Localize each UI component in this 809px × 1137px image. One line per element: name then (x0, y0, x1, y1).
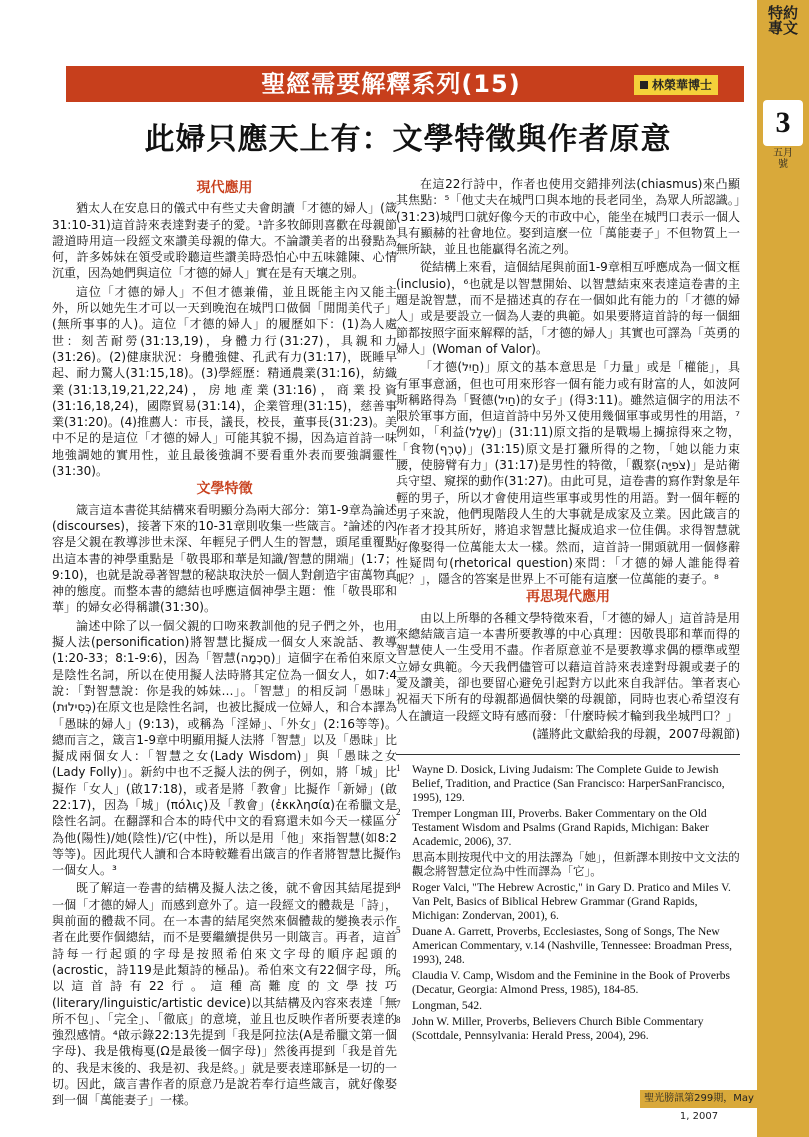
footnote (396, 999, 740, 1013)
footnote-text: Longman, 542. (412, 1000, 482, 1013)
paragraph: 論述中除了以一個父親的口吻來教訓他的兒子們之外，也用擬人法(personification)將智慧比擬成一個女人來說話、教導(1:20-33；8:1-9:6)，因為「智慧(חָכְמָה)」這個字在希伯來原文是陰性名詞，所以在使用擬人法時將其定位為一個女人，如7:4說：「對智慧說：你是我的姊妹…」。「智慧」的相反詞「愚昧」(כְּסִילוּת)在原文也是陰性名詞，也被比擬成一位婦人，和合本譯為「愚昧的婦人」(9:13)，或稱為「淫婦」、「外女」(2:16等等)。總而言之，箴言1-9章中明顯用擬人法將「智慧」以及「愚昧」比擬成兩個女人：「智慧之女(Lady Wisdom)」與「愚昧之女(Lady Folly)」。新約中也不乏擬人法的例子，例如，將「城」比擬作「女人」(啟17:18)，或者是將「教會」比擬作「新婦」(啟22:17)，因為「城」(πόλις)及「教會」(ἐκκλησία)在希臘文是陰性名詞。在翻譯和合本的時代中文的看寫還未如今天一樣區分為他(陽性)/她(陰性)/它(中性)，所以是用「他」來指智慧(如8:2等等)。因此現代人讀和合本時較難看出箴言的作者將智慧比擬作一個女人。³ (52, 618, 397, 878)
footnote-text: Wayne D. Dosick, Living Judaism: The Complete Guide to Jewish Belief, Tradition, and Practice (San Francisco: HarperSanFrancisco, 1995), 129. (412, 764, 725, 805)
footnote-text: Roger Valci, "The Hebrew Acrostic," in Gary D. Pratico and Miles V. Van Pelt, Basics of Biblical Hebrew Grammar (Grand Rapids, Michigan: Zondervan, 2001), 6. (412, 882, 731, 923)
issue-footer: 聖光膀訊第299期，May 1, 2007 (640, 1090, 758, 1108)
section-heading: 文學特徵 (196, 481, 253, 498)
footnote-text: 思高本則按現代中文的用法譯為「她」，但新譯本則按中文文法的觀念將智慧定位為中性而譯為「它」。 (412, 852, 740, 879)
side-strip (757, 0, 809, 1137)
article-title: 此婦只應天上有：文學特徵與作者原意 (144, 122, 672, 157)
section-heading: 再思現代應用 (526, 589, 610, 606)
series-title: 聖經需要解釋系列(15) (261, 70, 521, 98)
section-heading: 現代應用 (196, 180, 253, 196)
series-banner (66, 66, 744, 102)
author-tag (634, 75, 718, 95)
footnote-text: Tremper Longman III, Proverbs. Baker Commentary on the Old Testament Wisdom and Psalms (Grand Rapids, Michigan: Baker Academic, 2006), 37. (412, 808, 709, 849)
footnote (396, 807, 740, 849)
issue-month: 五月號 (773, 148, 793, 170)
section-category: 特約專文 (767, 4, 798, 37)
paragraph: 「才德(חַיִל)」原文的基本意思是「力量」或是「權能」，具有軍事意涵，但也可用來形容一個有能力或有財富的人，如波阿斯稱路得為「賢德(חַיִל)的女子」(得3:11)。雖然這個字的用法不限於軍事方面，但這首詩中另外又使用幾個軍事或男性的用語，⁷例如，「利益(שָׁלָל)」(31:11)原文指的是戰場上擄掠得來之物，「食物(טֶרֶף)」(31:15)原文是打獵所得的之物，「她以能力束腰，使膀臂有力」(31:17)是男性的特徵，「觀察(צֹפִיָּה)」是站衛兵守望、窺探的動作(31:27)。由此可見，這卷書的寫作對象是年輕的男子，所以才會使用這些軍事或男性的用語。對一個年輕的男子來說，他們現階段人生的大事就是成家及立業。因此箴言的作者才投其所好，將追求智慧比擬成追求一位佳偶。求得智慧就好像娶得一位萬能太太一樣。然而，這首詩一開頭就用一個修辭性疑問句(rhetorical question)來問：「才德的婦人誰能得着呢？」，隱含的答案是世界上不可能有這麼一位萬能的妻子。⁸ (396, 360, 740, 587)
footnotes (396, 763, 740, 1043)
paragraph: 猶太人在安息日的儀式中有些丈夫會朗讀「才德的婦人」(箴31:10-31)這首詩來表達對妻子的愛。¹許多牧師則喜歡在母親節證道時用這一段經文來讚美母親的偉大。不論讚美者的出發點為何，許多姊妹在領受或聆聽這些讚美時恐怕心中五味雜陳、心情沉重，因為她們與這位「才德的婦人」實在是有天壤之別。 (52, 201, 397, 281)
paragraph: 箴言這本書從其結構來看明顯分為兩大部分：第1-9章為論述(discourses)，接著下來的10-31章則收集一些箴言。²論述的內容是父親在教導涉世未深、年輕兒子們人生的智慧，頭尾重覆點出這本書的神學重點是「敬畏耶和華是知識/智慧的開端」(1:7；9:10)，也就是說尋著智慧的秘訣取決於一個人對創造宇宙萬物真神的態度。而整本書的總結也呼應這個神學主題：惟「敬畏耶和華」的婦女必得稱讚(31:30)。 (52, 502, 397, 615)
footnote-text: Claudia V. Camp, Wisdom and the Feminine in the Book of Proverbs (Decatur, Georgia: Almond Press, 1985), 184-85. (412, 970, 731, 997)
footnote-number: 2 (396, 807, 401, 818)
paragraph: 從結構上來看，這個結尾與前面1-9章相互呼應成為一個文框(inclusio)，⁶也就是以智慧開始、以智慧結束來表達這卷書的主題是說智慧，而不是描述真的存在一個如此有能力的「才德的婦人」或是要設立一個為人妻的典範。如果要將這首詩的每一個細節都按照字面來解釋的話，「才德的婦人」其實也可譯為「英勇的婦人」(Woman of Valor)。 (396, 260, 740, 356)
footnote (396, 851, 740, 879)
column-left (52, 178, 397, 1111)
author-name: 林榮華博士 (652, 78, 713, 92)
footnote-text: John W. Miller, Proverbs, Believers Church Bible Commentary (Scottdale, Pennsylvania: Herald Press, 2004), 296. (412, 1016, 704, 1043)
column-right (396, 176, 740, 1045)
footnote (396, 1015, 740, 1043)
paragraph: 既了解這一卷書的結構及擬人法之後，就不會因其結尾提到一個「才德的婦人」而感到意外了。這一段經文的體裁是「詩」，與前面的體裁不同。在一本書的結尾突然來個體裁的變換表示作者在此要作個總結，而不是要繼續提供另一則箴言。再者，這首詩每一行起頭的字母是按照希伯來文字母的順序起頭的(acrostic，詩119是此類詩的極品)。希伯來文有22個字母，所以這首詩有22行。這種高難度的文學技巧(literary/linguistic/artistic device)以其結構及內容來表達「無所不包」、「完全」、「徹底」的意境，並且也反映作者所要表達的強烈感情。⁴啟示錄22:13先提到「我是阿拉法(A是希臘文第一個字母)、我是俄梅戛(Ω是最後一個字母)」然後再提到「我是首先的、我是末後的、我是初、我是終。」就是要表達耶穌是一切的一切。因此，箴言書作者的原意乃是說若奉行這些箴言，就好像娶到一個「萬能妻子」一樣。 (52, 881, 397, 1108)
footnote-text: Duane A. Garrett, Proverbs, Ecclesiastes, Song of Songs, The New American Commentary, v.14 (Nashville, Tennessee: Broadman Press, 1993), 248. (412, 926, 733, 967)
footnote-number: 6 (396, 969, 401, 980)
footnote (396, 969, 740, 997)
square-bullet-icon (640, 81, 648, 89)
footnote (396, 881, 740, 923)
footnote-number: 3 (396, 851, 401, 862)
footnote (396, 925, 740, 967)
paragraph: 這位「才德的婦人」不但才德兼備，並且既能主內又能主外，所以她先生才可以一天到晚泡在城門口做個「閒閒美代子」(無所事事的人)。這位「才德的婦人」的履歷如下：(1)為人處世：刻苦耐勞(31:13,19)，身體力行(31:27)，具親和力(31:26)。(2)健康狀況：身體強健、孔武有力(31:17)，既睡早起、耐力驚人(31:15,18)。(3)學經歷：精通農業(31:16)，紡織業(31:13,19,21,22,24)，房地產業(31:16)，商業投資(31:16,18,24)，國際貿易(31:14)，企業管理(31:15)，慈善事業(31:20)。(4)推薦人：市長，議長，校長，董事長(31:23)。美中不足的是這位「才德的婦人」可能其貌不揚，因為這首詩一味地強調她的實用性，並且最後強調不要看重外表而要強調靈性(31:30)。 (52, 284, 397, 479)
page-number: 3 (763, 100, 803, 146)
footnote-divider (396, 754, 740, 755)
footnote (396, 763, 740, 805)
footnote-number: 1 (396, 763, 401, 774)
paragraph: 由以上所舉的各種文學特徵來看，「才德的婦人」這首詩是用來總結箴言這一本書所要教導的中心真理：因敬畏耶和華而得的智慧使人一生受用不盡。作者原意並不是要教導求偶的標準或塑立婦女典範。今天我們儘管可以藉這首詩來表達對母親或妻子的愛及讚美，卻也要留心避免引起對方以此來自我評估。筆者衷心祝福天下所有的母親都過個快樂的母親節，同時也衷心希望沒有人在讀這一段經文時有感而發：「什麼時候才輪到我坐城門口？」 (396, 610, 740, 723)
footnote-number: 4 (396, 881, 401, 892)
paragraph: 在這22行詩中，作者也使用交錯排列法(chiasmus)來凸顯其焦點：⁵「他丈夫在城門口與本地的長老同坐，為眾人所認識。」(31:23)城門口就好像今天的市政中心，能坐在城門口表示一個人具有顯赫的社會地位。娶到這麼一位「萬能妻子」不但物質上一無所缺，並且也能贏得名流之列。 (396, 177, 740, 257)
footnote-number: 8 (396, 1015, 401, 1026)
footnote-number: 5 (396, 925, 401, 936)
dedication: (謹將此文獻給我的母親，2007母親節) (532, 726, 740, 741)
footnote-number: 7 (396, 999, 401, 1010)
